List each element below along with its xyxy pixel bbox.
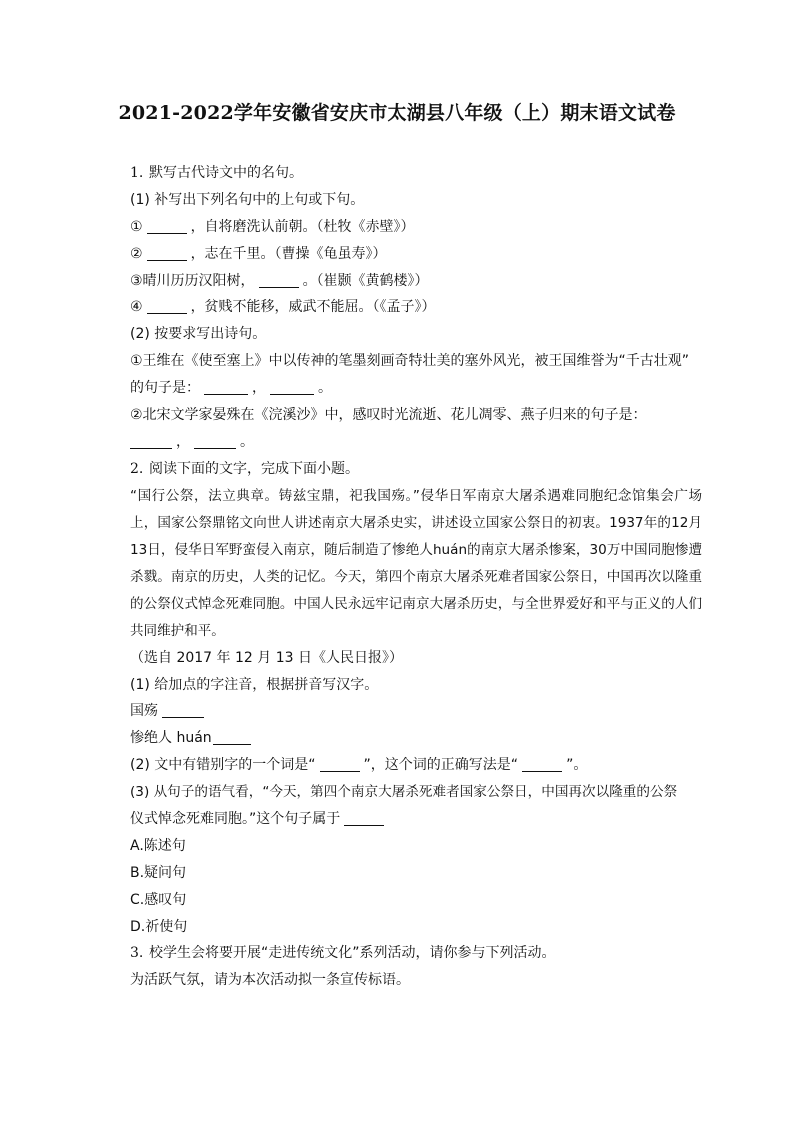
q1-item-a: ① ，自将磨洗认前朝。（杜牧《赤壁》） xyxy=(130,218,415,235)
q2-sub2: (2) 文中有错别字的一个词是“ ”，这个词的正确写法是“ ”。 xyxy=(130,757,588,774)
q2-sub1: (1) 给加点的字注音，根据拼音写汉字。 xyxy=(130,676,379,693)
answer-blank[interactable] xyxy=(344,811,384,826)
answer-blank[interactable] xyxy=(522,757,562,772)
q2-option-a: A.陈述句 xyxy=(130,837,186,854)
q2-stem: 阅读下面的文字，完成下面小题。 xyxy=(149,460,359,477)
q2-sub1-a: 国殇 xyxy=(130,698,702,725)
q2-source: （选自 2017 年 12 月 13 日《人民日报》） xyxy=(130,649,403,666)
q2-sub3-line2: 仪式悼念死难同胞。”这个句子属于 xyxy=(130,806,702,833)
q1-part1: (1) 补写出下列名句中的上句或下句。 xyxy=(130,191,365,208)
q1-item-e-line1: ①王维在《使至塞上》中以传神的笔墨刻画奇特壮美的塞外风光，被王国维誉为“千古壮观” xyxy=(130,353,690,370)
answer-blank[interactable] xyxy=(130,434,172,449)
q1-item-b: ② ，志在千里。（曹操《龟虽寿》） xyxy=(130,245,387,262)
answer-blank[interactable] xyxy=(194,434,236,449)
q2-passage: “国行公祭，法立典章。铸兹宝鼎，祀我国殇。”侵华日军南京大屠杀遇难同胞纪念馆集会广场上，国家公祭鼎铭文向世人讲述南京大屠杀史实，讲述设立国家公祭日的初衷。1937年的12月13日，侵华日军野蛮侵入南京，随后制造了惨绝人huán的南京大屠杀惨案，30万中国同胞惨遭杀戮。南京的历史，人类的记忆。今天，第四个南京大屠杀死难者国家公祭日，中国再次以隆重的公祭仪式悼念死难同胞。中国人民永远牢记南京大屠杀历史，与全世界爱好和平与正义的人们共同维护和平。 xyxy=(130,487,702,639)
q1-item-e-line2: 的句子是： ， 。 xyxy=(130,380,332,397)
q2-sub1-b: 惨绝人 huán xyxy=(130,725,702,752)
exam-body xyxy=(130,160,702,994)
q1-item-d: ④ ，贫贱不能移，威武不能屈。（《孟子》） xyxy=(130,299,436,316)
answer-blank[interactable] xyxy=(213,730,251,745)
q2-number: 2. xyxy=(130,460,144,477)
q1-stem-line xyxy=(130,160,702,187)
answer-blank[interactable] xyxy=(147,299,187,314)
q2-option-c: C.感叹句 xyxy=(130,891,187,908)
q1-part2: (2) 按要求写出诗句。 xyxy=(130,326,267,343)
q2-sub3-line1: (3) 从句子的语气看，“今天，第四个南京大屠杀死难者国家公祭日，中国再次以隆重的公祭 xyxy=(130,784,678,801)
answer-blank[interactable] xyxy=(147,246,187,261)
answer-blank[interactable] xyxy=(162,703,204,718)
q2-option-b: B.疑问句 xyxy=(130,864,187,881)
q2-stem-line xyxy=(130,456,702,483)
answer-blank[interactable] xyxy=(204,380,248,395)
q3-number: 3. xyxy=(130,945,144,962)
q2-option-d: D.祈使句 xyxy=(130,918,188,935)
answer-blank[interactable] xyxy=(147,219,187,234)
q1-item-f-line2: ， 。 xyxy=(130,429,702,456)
answer-blank[interactable] xyxy=(259,273,299,288)
q3-sub: 为活跃气氛，请为本次活动拟一条宣传标语。 xyxy=(130,972,410,989)
page-title: 2021-2022学年安徽省安庆市太湖县八年级（上）期末语文试卷 xyxy=(118,102,676,124)
q3-stem: 校学生会将要开展“走进传统文化”系列活动，请你参与下列活动。 xyxy=(149,945,556,962)
q1-item-c: ③晴川历历汉阳树， 。（崔颢《黄鹤楼》） xyxy=(130,272,429,289)
q1-number: 1. xyxy=(130,165,144,181)
answer-blank[interactable] xyxy=(270,380,314,395)
q1-stem: 默写古代诗文中的名句。 xyxy=(149,165,303,181)
q1-item-f-line1: ②北宋文学家晏殊在《浣溪沙》中，感叹时光流逝、花儿凋零、燕子归来的句子是： xyxy=(130,407,647,424)
answer-blank[interactable] xyxy=(320,757,360,772)
q3-stem-line xyxy=(130,940,702,967)
